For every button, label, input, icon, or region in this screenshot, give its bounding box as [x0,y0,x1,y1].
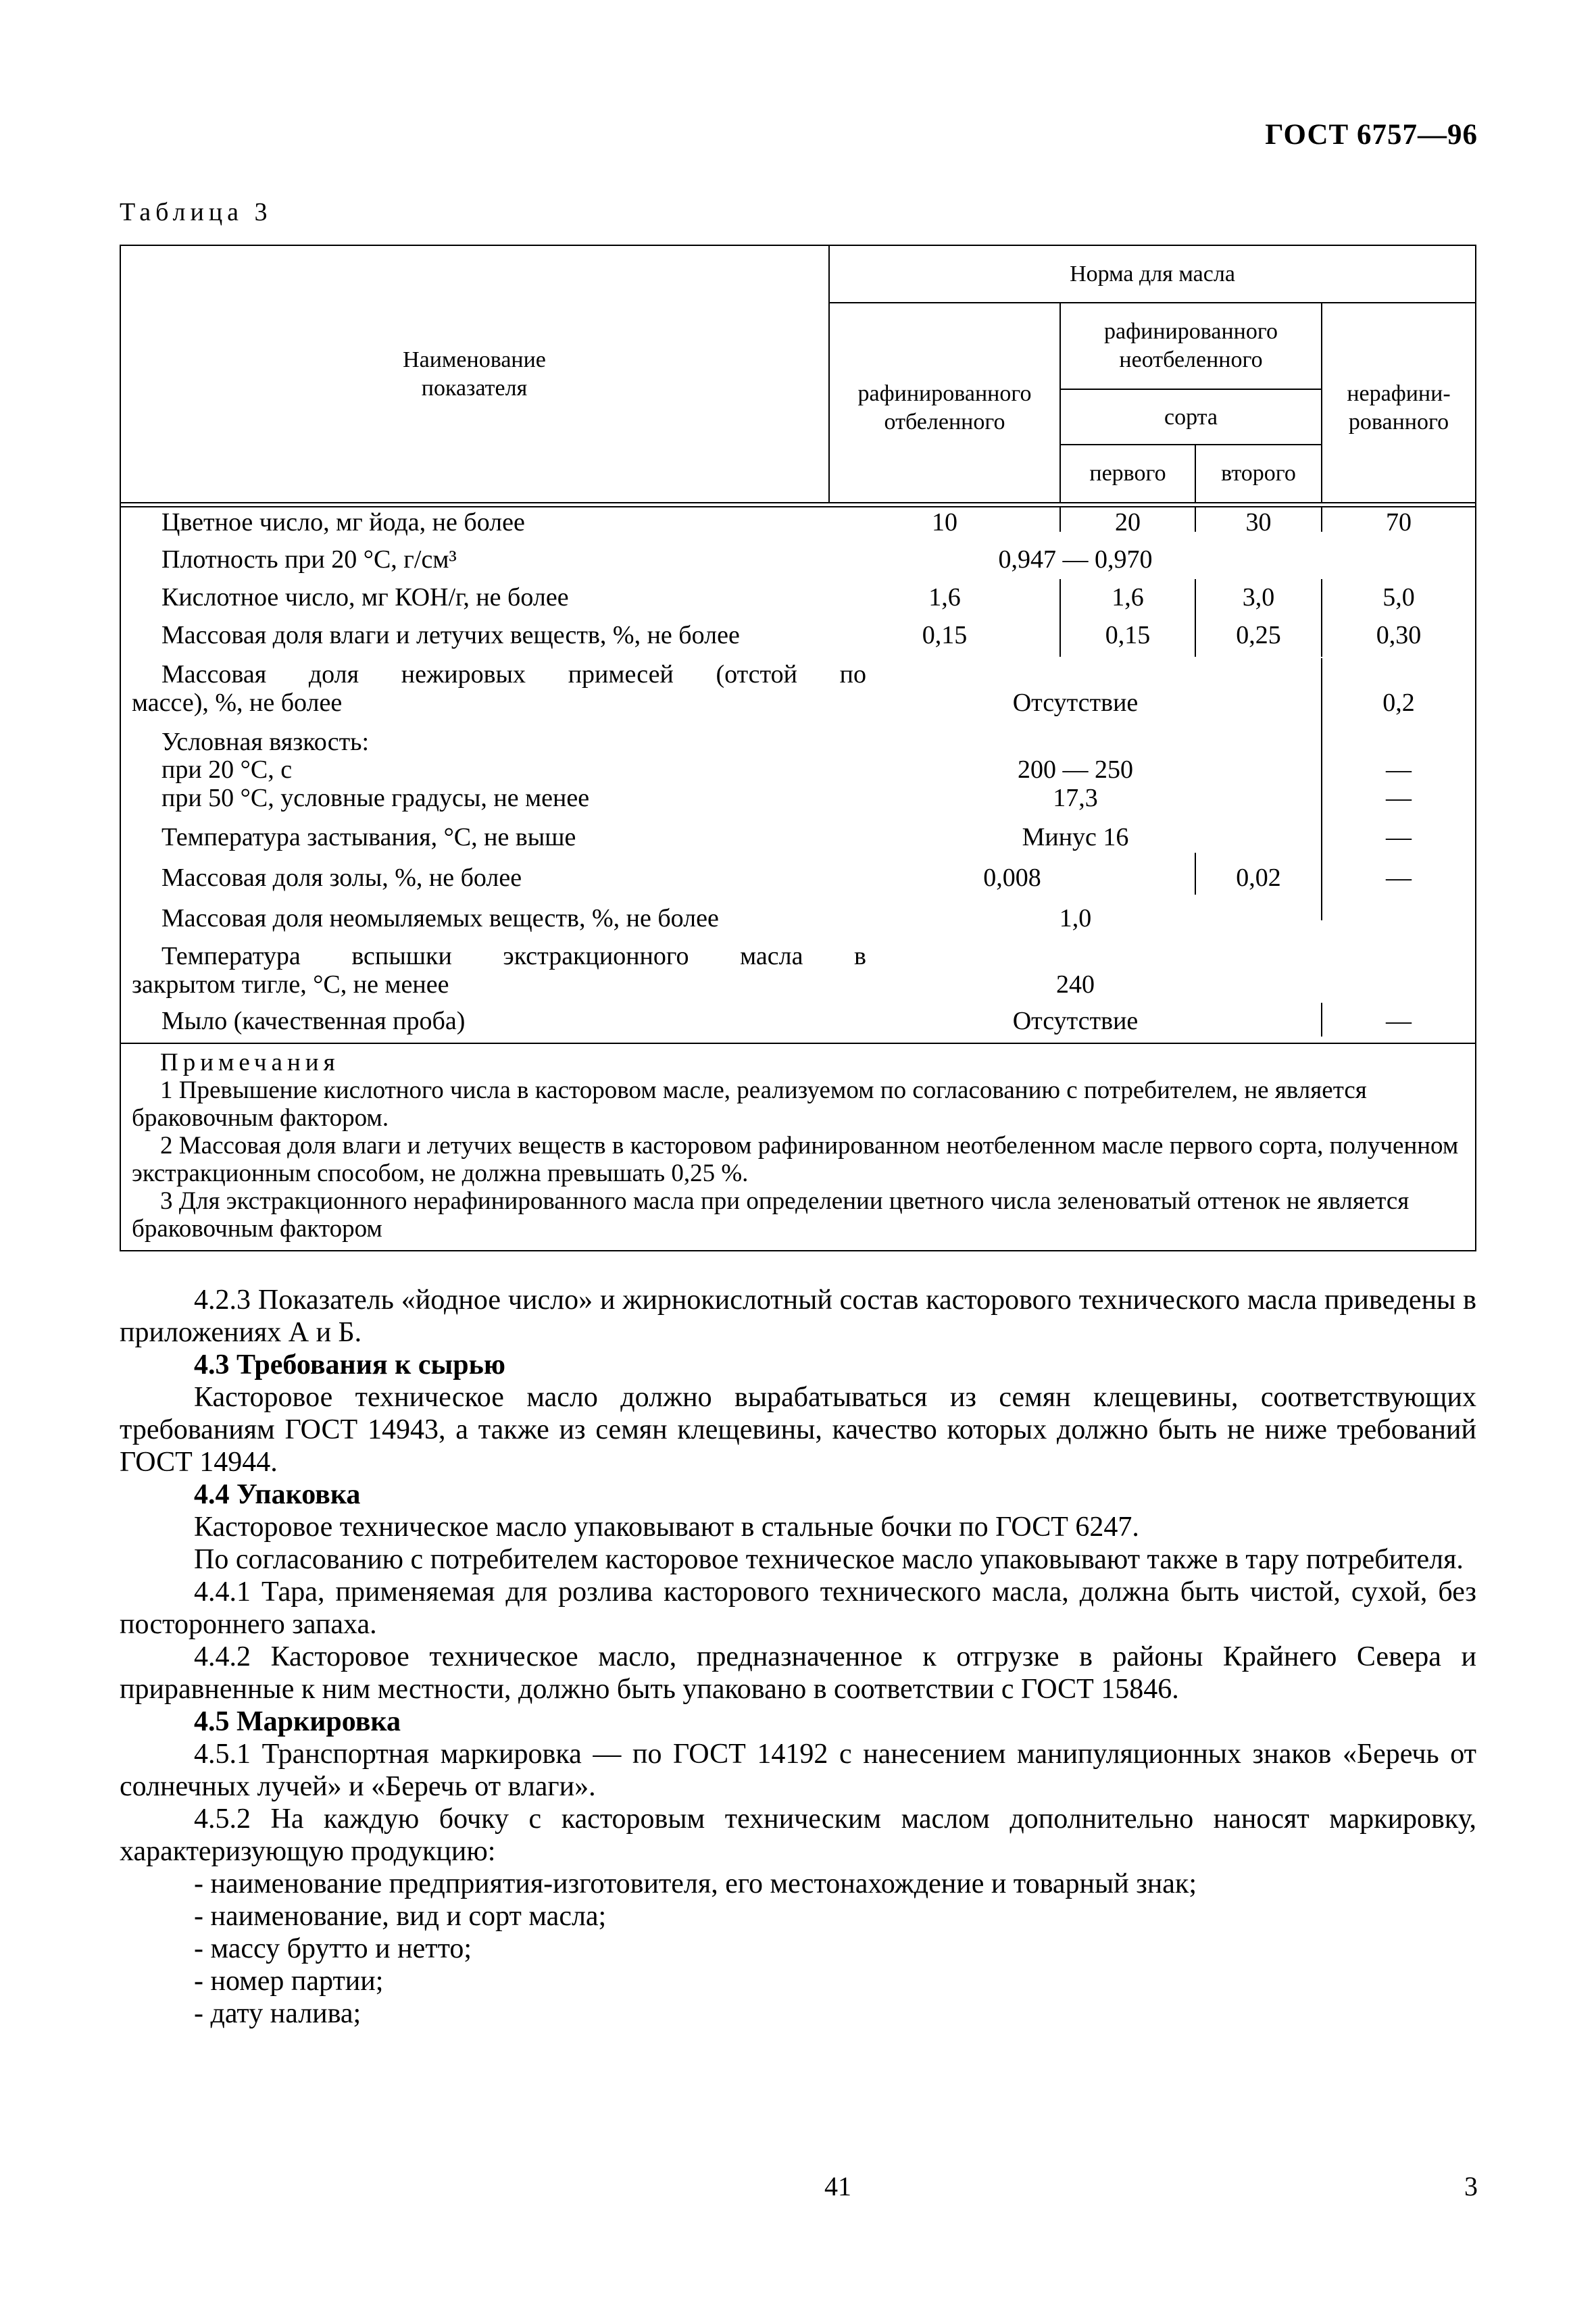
paragraph: 4.2.3 Показатель «йодное число» и жирнокислотный состав касторового технического масла приведены в приложениях А и Б. [120,1285,1476,1348]
row-name: Мыло (качественная проба) [161,1007,466,1035]
paragraph: Касторовое техническое масло должно вырабатываться из семян клещевины, соответствующих требованиям ГОСТ 14943, а также из семян клещевины, качество которых должно быть не ниже требований ГОСТ 14944. [120,1382,1476,1478]
cell-value: 5,0 [1382,583,1415,612]
note-item: 1 Превышение кислотного числа в касторовом масле, реализуемом по согласованию с потребителем, не является браковочным фактором. [132,1076,1367,1132]
cell-value: 0,02 [1236,864,1281,892]
list-item: - наименование предприятия-изготовителя, его местонахождение и товарный знак; [194,1868,1197,1899]
cell-value: 17,3 [1053,784,1098,812]
row-name: Условная вязкость: [161,728,370,756]
row-name: массе), %, не более [132,689,343,717]
col-unrefined-header: нерафини- рованного [1347,381,1451,434]
cell-value: 200 — 250 [1018,755,1133,784]
col-second-header: второго [1221,461,1296,486]
standard-number: ГОСТ 6757—96 [1265,119,1478,151]
page-number-center: 41 [824,2171,851,2201]
section-heading: 4.4 Упаковка [194,1479,361,1510]
cell-value: 3,0 [1242,583,1275,612]
cell-value: 70 [1386,508,1412,537]
cell-value: 1,6 [928,583,961,612]
table-caption: Таблица 3 [120,198,272,226]
col-norm-header: Норма для масла [1070,262,1235,287]
row-name: Кислотное число, мг КОН/г, не более [161,583,569,612]
cell-value: — [1386,755,1412,784]
cell-value: 240 [1056,970,1095,999]
data-table [120,245,1476,1251]
col-grade-header: сорта [1164,405,1218,430]
cell-value: Минус 16 [1022,823,1129,851]
cell-value: 0,15 [922,621,968,649]
cell-value: Отсутствие [1012,1007,1139,1035]
list-item: - наименование, вид и сорт масла; [194,1901,607,1932]
cell-value: 0,15 [1105,621,1151,649]
cell-value: — [1386,1007,1412,1035]
paragraph: 4.4.1 Тара, применяемая для розлива касторового технического масла, должна быть чистой, сухой, без постороннего запаха. [120,1576,1476,1640]
body-text [120,1284,1476,2030]
note-item: 3 Для экстракционного нерафинированного масла при определении цветного числа зеленоватый оттенок не является браковочным фактором [132,1187,1410,1243]
cell-value: 1,6 [1112,583,1144,612]
col-unbleached-header: рафинированного неотбеленного [1104,319,1278,372]
row-name: Температура застывания, °С, не выше [161,823,576,851]
row-name: Плотность при 20 °С, г/см³ [161,545,457,574]
notes-heading: Примечания [160,1049,340,1076]
row-name: закрытом тигле, °С, не менее [132,970,449,999]
row-name: Массовая доля влаги и летучих веществ, %, не более [161,621,740,649]
cell-value: 0,25 [1236,621,1281,649]
list-item: - номер партии; [194,1966,384,1997]
paragraph: 4.5.2 На каждую бочку с касторовым техническим маслом дополнительно наносят маркировку, характеризующую продукцию: [120,1803,1476,1867]
note-item: 2 Массовая доля влаги и летучих веществ в касторовом рафинированном неотбеленном масле первого сорта, полученном экстракционным способом, не должна превышать 0,25 %. [132,1132,1459,1187]
cell-value: — [1386,823,1412,851]
cell-value: 10 [932,508,957,537]
table-notes [132,1049,1464,1243]
row-name: Массовая доля нежировых примесей (отстой по [161,660,866,689]
page-number-right: 3 [1464,2171,1478,2201]
cell-value: 0,30 [1376,621,1422,649]
row-name: при 50 °С, условные градусы, не менее [161,784,590,812]
col-name-header: Наименование показателя [403,347,546,401]
paragraph: 4.5.1 Транспортная маркировка — по ГОСТ 14192 с нанесением манипуляционных знаков «Беречь от солнечных лучей» и «Беречь от влаги». [120,1739,1476,1802]
cell-value: 0,2 [1382,689,1415,717]
cell-value: 30 [1245,508,1272,537]
cell-value: 0,008 [983,864,1041,892]
list-item: - массу брутто и нетто; [194,1933,472,1964]
paragraph: Касторовое техническое масло упаковывают в стальные бочки по ГОСТ 6247. [194,1512,1139,1543]
row-name: при 20 °С, с [161,755,293,784]
cell-value: — [1386,784,1412,812]
row-name: Температура вспышки экстракционного масла в [161,942,866,970]
list-item: - дату налива; [194,1998,361,2029]
section-heading: 4.3 Требования к сырью [194,1349,505,1380]
cell-value: 20 [1115,508,1141,537]
row-name: Массовая доля золы, %, не более [161,864,522,892]
col-first-header: первого [1089,461,1166,486]
paragraph: По согласованию с потребителем касторовое техническое масло упаковывают также в тару потребителя. [194,1544,1464,1575]
cell-value: Отсутствие [1012,689,1139,717]
cell-value: 0,947 — 0,970 [998,545,1153,574]
cell-value: 1,0 [1059,904,1092,932]
col-bleached-header: рафинированного отбеленного [857,381,1032,434]
cell-value: — [1386,864,1412,892]
paragraph: 4.4.2 Касторовое техническое масло, предназначенное к отгрузке в районы Крайнего Севера и приравненные к ним местности, должно быть упаковано в соответствии с ГОСТ 15846. [120,1641,1476,1705]
row-name: Цветное число, мг йода, не более [161,508,525,537]
section-heading: 4.5 Маркировка [194,1706,401,1737]
row-name: Массовая доля неомыляемых веществ, %, не более [161,904,719,932]
